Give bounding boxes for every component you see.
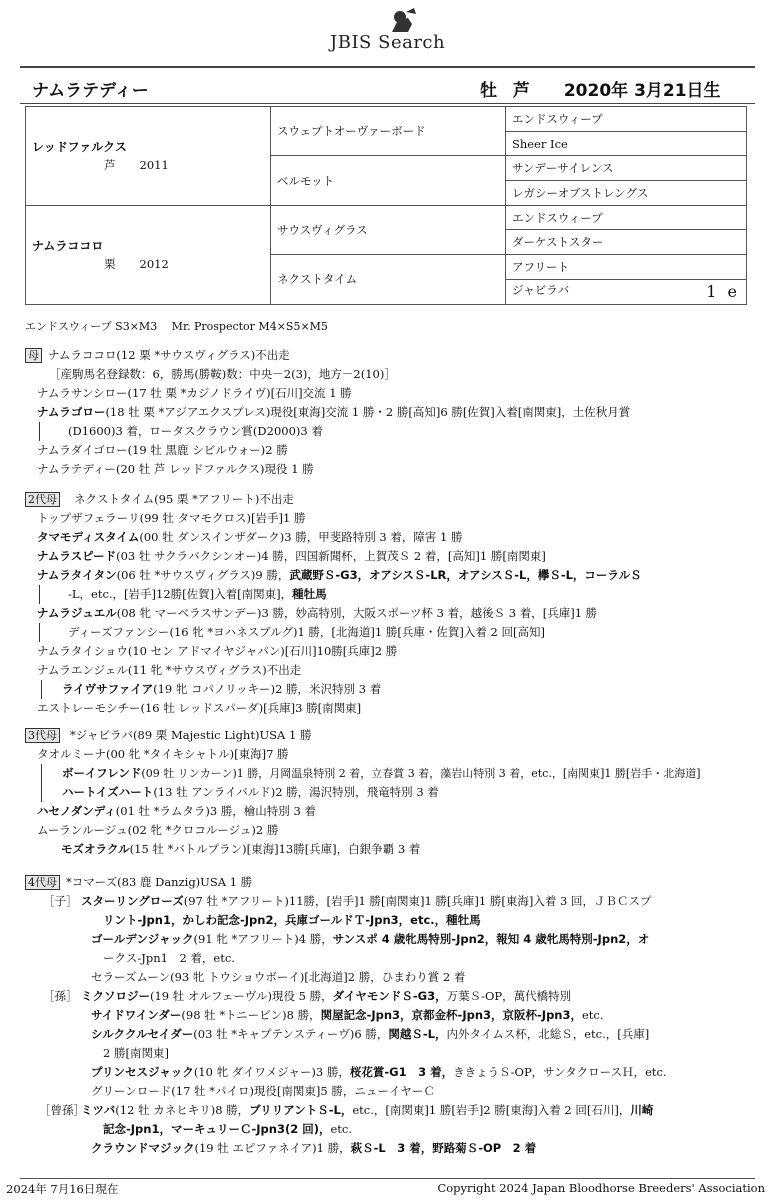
g2dam-foal-5: [25, 604, 755, 623]
section-badge: 2代母: [25, 492, 60, 507]
inbreeding-line: エンドスウィープ S3×M3 Mr. Prospector M4×S5×M5: [25, 320, 328, 333]
foal-record: (09 牡 リンカーン)1 勝，月岡温泉特別 2 着，立春賞 3 着，藻岩山特別 3 着，etc.，[南関東]1 勝[岩手・北海道]: [141, 767, 701, 780]
g2dam-line: ネクストタイム(95 栗 *アフリート)不出走: [74, 492, 294, 506]
g2dam-foal-8: エストレーモシチー(16 牡 レッドスパーダ)[兵庫]3 勝[南関東]: [37, 701, 362, 715]
logo-text: JBIS Search: [330, 32, 446, 53]
horse-birth: 2020年 3月21日生: [563, 81, 721, 101]
family-mark: 1 e: [706, 282, 740, 302]
g3dam-foal-3-sub: [25, 840, 755, 859]
g3dam-section: [25, 726, 755, 859]
child-tag: ［子］: [43, 894, 78, 908]
foal-record: -L，etc.，[岩手]12勝[佐賀]入着[南関東]，: [68, 587, 293, 601]
stallion-tag: 種牡馬: [446, 913, 481, 927]
pedigree-g3-2[interactable]: Sheer Ice: [506, 131, 747, 156]
sire-name: レッドファルクス: [32, 140, 127, 155]
g4-child-1-cont: [25, 911, 755, 930]
g3dam-foal-2: [25, 802, 755, 821]
pedigree-g3-8-name: ジャビラバ: [512, 283, 570, 298]
pedigree-g3-6[interactable]: ダーケストスター: [506, 230, 747, 255]
horse-color: 芦: [512, 81, 530, 101]
foal-name-bold: ミクソロジー: [81, 989, 150, 1003]
g2dam-foal-1: トップザフェラーリ(99 牡 タマモクロス)[岩手]1 勝: [37, 511, 306, 525]
foal-record: 内外タイムス杯，北総Ｓ，etc.，[兵庫]: [446, 1027, 650, 1041]
foal-record: (13 牡 アンライバルド)2 勝，湯沢特別，飛竜特別 3 着: [153, 785, 439, 799]
jbis-search-logo[interactable]: [330, 8, 460, 54]
pedigree-g3-8[interactable]: [506, 279, 747, 304]
race-wins-bold: 川崎: [630, 1103, 654, 1117]
race-wins-bold: 武蔵野Ｓ-G3，オアシスＳ-LR，オアシスＳ-L，欅Ｓ-L，コーラルＳ: [289, 568, 642, 582]
foal-record: (91 牝 *アフリート)4 勝，: [193, 932, 333, 946]
pedigree-g3-1[interactable]: エンドスウィープ: [506, 107, 747, 132]
race-wins-bold: リント-Jpn1，かしわ記念-Jpn2，兵庫ゴールドＴ-Jpn3，etc.，: [103, 913, 447, 927]
g3dam-line: *ジャビラバ(89 栗 Majestic Light)USA 1 勝: [70, 728, 312, 742]
pedigree-g3-4[interactable]: レガシーオブストレングス: [506, 181, 747, 206]
pedigree-dam-dam[interactable]: ネクストタイム: [271, 255, 506, 304]
foal-record: (19 牝 コパノリッキー)2 勝，米沢特別 3 着: [153, 682, 382, 696]
footer-date: 2024年 7月16日現在: [6, 1182, 119, 1196]
foal-record: (00 牡 ダンスインザダーク)3 勝，甲斐路特別 3 着，障害 1 勝: [139, 530, 463, 544]
g4-grandchild-5: グリーンロード(17 牡 *パイロ)現役[南関東]5 勝，ニューイヤーＣ: [91, 1084, 435, 1098]
g2dam-foal-4-cont: [39, 585, 755, 604]
dam-foal-2: [25, 403, 755, 422]
dam-name: ナムラココロ: [32, 239, 104, 254]
g4-great-grandchild-1-cont: [25, 1120, 755, 1139]
foal-name-bold: モズオラクル: [61, 842, 130, 856]
g3dam-foal-1-sub2: [41, 783, 755, 802]
foal-name-bold: スターリングローズ: [81, 894, 184, 908]
dam-foal-3: ナムラダイゴロー(19 牡 黒鹿 シビルウォー)2 勝: [37, 443, 288, 457]
foal-record: (03 牡 サクラバクシンオー)4 勝，四国新聞杯，上賀茂Ｓ 2 着，[高知]1 勝[南関東]: [116, 549, 546, 563]
horse-name: ナムラテディー: [32, 81, 149, 101]
foal-record: ききょうＳ-OP，サンタクロースＨ，etc.: [453, 1065, 667, 1079]
g2dam-foal-7: ナムラエンジェル(11 牝 *サウスヴィグラス)不出走: [37, 663, 302, 677]
g4-grandchild-4: [25, 1063, 755, 1082]
g4-child-2: [25, 930, 755, 949]
foal-record: (19 牡 オルフェーヴル)現役 5 勝，: [150, 989, 333, 1003]
foal-name-bold: プリンセスジャック: [91, 1065, 194, 1079]
g3dam-foal-3: ムーランルージュ(02 牝 *クロコルージュ)2 勝: [37, 823, 279, 837]
foal-record: (08 牝 マーベラスサンデー)3 勝，妙高特別，大阪スポーツ杯 3 着，越後Ｓ 3 着，[兵庫]1 勝: [116, 606, 598, 620]
g2dam-foal-4: [25, 566, 755, 585]
race-wins-bold: 記念-Jpn1，マーキュリーＣ-Jpn3(2 回)，: [103, 1122, 331, 1136]
foal-name-bold: ナムラタイタン: [37, 568, 117, 582]
g4-grandchild-2: [25, 1006, 755, 1025]
foal-name-bold: ナムラスピード: [37, 549, 117, 563]
foal-name-bold: クラウンドマジック: [91, 1141, 195, 1155]
horse-meta: [480, 76, 731, 101]
foal-name-bold: ミツバ: [81, 1103, 116, 1117]
pedigree-sire[interactable]: [26, 107, 271, 206]
foal-record: etc.: [582, 1008, 604, 1022]
foal-record: (98 牡 *トニービン)8 勝，: [181, 1008, 321, 1022]
pedigree-dam-sire[interactable]: サウスヴィグラス: [271, 205, 506, 254]
g4-child-3: セラーズムーン(93 牝 トウショウボーイ)[北海道]2 勝，ひまわり賞 2 着: [91, 970, 466, 984]
foal-name-bold: ナムラゴロー: [37, 405, 106, 419]
foal-record: (18 牡 栗 *アジアエクスプレス)現役[東海]交流 1 勝・2 勝[高知]6 勝[佐賀]入着[南関東]，土佐秋月賞: [105, 405, 631, 419]
foal-name-bold: ゴールデンジャック: [91, 932, 194, 946]
foal-name-bold: ライヴサファイア: [62, 682, 154, 696]
dam-color: 栗: [104, 257, 116, 272]
pedigree-g3-3[interactable]: サンデーサイレンス: [506, 156, 747, 181]
foal-record: (15 牡 *バトルプラン)[東海]13勝[兵庫]，白銀争覇 3 着: [129, 842, 421, 856]
foal-record: (10 牝 ダイワメジャー)3 勝，: [193, 1065, 350, 1079]
g2dam-foal-6: ナムラタイショウ(10 セン アドマイヤジャパン)[石川]10勝[兵庫]2 勝: [37, 644, 398, 658]
foal-name-bold: ナムラジュエル: [37, 606, 117, 620]
pedigree-sire-sire[interactable]: スウェプトオーヴァーボード: [271, 107, 506, 156]
foal-name-bold: ボーイフレンド: [62, 766, 142, 780]
race-wins-bold: 野路菊Ｓ-OP 2 着: [432, 1141, 537, 1155]
horse-rider-logo-icon: [378, 8, 424, 34]
dam-foal-4: ナムラテディー(20 牡 芦 レッドファルクス)現役 1 勝: [37, 462, 314, 476]
foal-record: etc.: [330, 1122, 352, 1136]
foal-record: (97 牡 *アフリート)11勝，[岩手]1 勝[南関東]1 勝[兵庫]1 勝[東海]入着 3 回，ＪＢＣスプ: [183, 894, 652, 908]
race-wins-bold: 萩Ｓ-L 3 着，: [350, 1141, 433, 1155]
race-wins-bold: ダイヤモンドＳ-G3，: [332, 989, 447, 1003]
sire-color: 芦: [104, 158, 116, 173]
top-divider: [20, 66, 755, 68]
stallion-tag: 種牡馬: [292, 587, 327, 601]
race-wins-bold: 関越Ｓ-L，: [388, 1027, 447, 1041]
g4-grandchild-3: [25, 1025, 755, 1044]
section-badge: 3代母: [25, 728, 60, 743]
g2dam-foal-7-sub: [41, 680, 755, 699]
foal-name-bold: ハセノダンディ: [37, 804, 116, 818]
foal-name-bold: サイドワインダー: [91, 1008, 182, 1022]
g2dam-foal-5-sub: ディーズファンシー(16 牝 *ヨハネスブルグ)1 勝，[北海道]1 勝[兵庫・佐賀]入着 2 回[高知]: [39, 623, 755, 642]
dam-foal-2-cont: (D1600)3 着，ロータスクラウン賞(D2000)3 着: [39, 422, 755, 441]
foal-record: (03 牡 *キャプテンスティーヴ)6 勝，: [193, 1027, 389, 1041]
grandchild-tag: ［孫］: [43, 989, 78, 1003]
pedigree-g3-7[interactable]: アフリート: [506, 255, 747, 280]
footer-divider: [20, 1178, 755, 1179]
foal-name-bold: タマモディスタイム: [37, 530, 140, 544]
race-wins-bold: 関屋記念-Jpn3，京都金杯-Jpn3，京阪杯-Jpn3，: [320, 1008, 582, 1022]
pedigree-dam[interactable]: [26, 205, 271, 304]
race-wins-bold: 桜花賞-G1 3 着，: [349, 1065, 454, 1079]
g3dam-foal-1: タオルミーナ(00 牝 *タイキシャトル)[東海]7 勝: [37, 747, 289, 761]
pedigree-g3-5[interactable]: エンドスウィープ: [506, 205, 747, 230]
g2dam-section: [25, 490, 755, 718]
dam-year: 2012: [139, 257, 169, 272]
pedigree-table: [25, 106, 747, 305]
section-badge: 母: [25, 348, 42, 363]
g2dam-foal-2: [25, 528, 755, 547]
foal-record: (19 牡 エピファネイア)1 勝，: [194, 1141, 351, 1155]
sire-year: 2011: [139, 158, 169, 173]
g4-child-2-cont: ークス-Jpn1 2 着，etc.: [103, 951, 235, 965]
foal-name-bold: ハートイズハート: [62, 785, 154, 799]
great-grandchild-tag: ［曾孫］: [39, 1103, 85, 1117]
dam-section: [25, 346, 755, 479]
g4-grandchild-3-cont: 2 勝[南関東]: [103, 1046, 169, 1060]
dam-line: ナムラココロ(12 栗 *サウスヴィグラス)不出走: [48, 348, 290, 362]
foal-record: (01 牡 *ラムタラ)3 勝，檜山特別 3 着: [115, 804, 316, 818]
g4dam-section: [25, 873, 755, 1158]
horse-sex: 牡: [480, 81, 497, 101]
g2dam-foal-3: [25, 547, 755, 566]
g3dam-foal-1-sub1: [41, 764, 755, 783]
g4dam-line: *コマーズ(83 鹿 Danzig)USA 1 勝: [66, 875, 253, 889]
dam-foal-1: ナムラサンシロー(17 牡 栗 *カジノドライヴ)[石川]交流 1 勝: [37, 386, 352, 400]
dam-stats: ［産駒馬名登録数：6，勝馬(勝鞍)数：中央－2(3)，地方－2(10)］: [49, 367, 396, 381]
name-divider: [20, 103, 755, 104]
foal-record: etc.，[南関東]1 勝[岩手]2 勝[東海]入着 2 回[石川]，: [352, 1103, 631, 1117]
foal-record: (06 牡 *サウスヴィグラス)9 勝，: [116, 568, 290, 582]
footer-copyright: Copyright 2024 Japan Bloodhorse Breeders' Association: [437, 1181, 765, 1195]
foal-name-bold: シルククルセイダー: [91, 1027, 194, 1041]
foal-record: (12 牡 カネヒキリ)8 勝，: [115, 1103, 250, 1117]
g4-great-grandchild-2: [25, 1139, 755, 1158]
section-badge: 4代母: [25, 875, 60, 890]
race-wins-bold: ブリリアントＳ-L，: [249, 1103, 353, 1117]
foal-record: 万葉Ｓ-OP，萬代橋特別: [446, 989, 572, 1003]
pedigree-sire-dam[interactable]: ベルモット: [271, 156, 506, 205]
race-wins-bold: サンスポ 4 歳牝馬特別-Jpn2，報知 4 歳牝馬特別-Jpn2，オ: [332, 932, 650, 946]
